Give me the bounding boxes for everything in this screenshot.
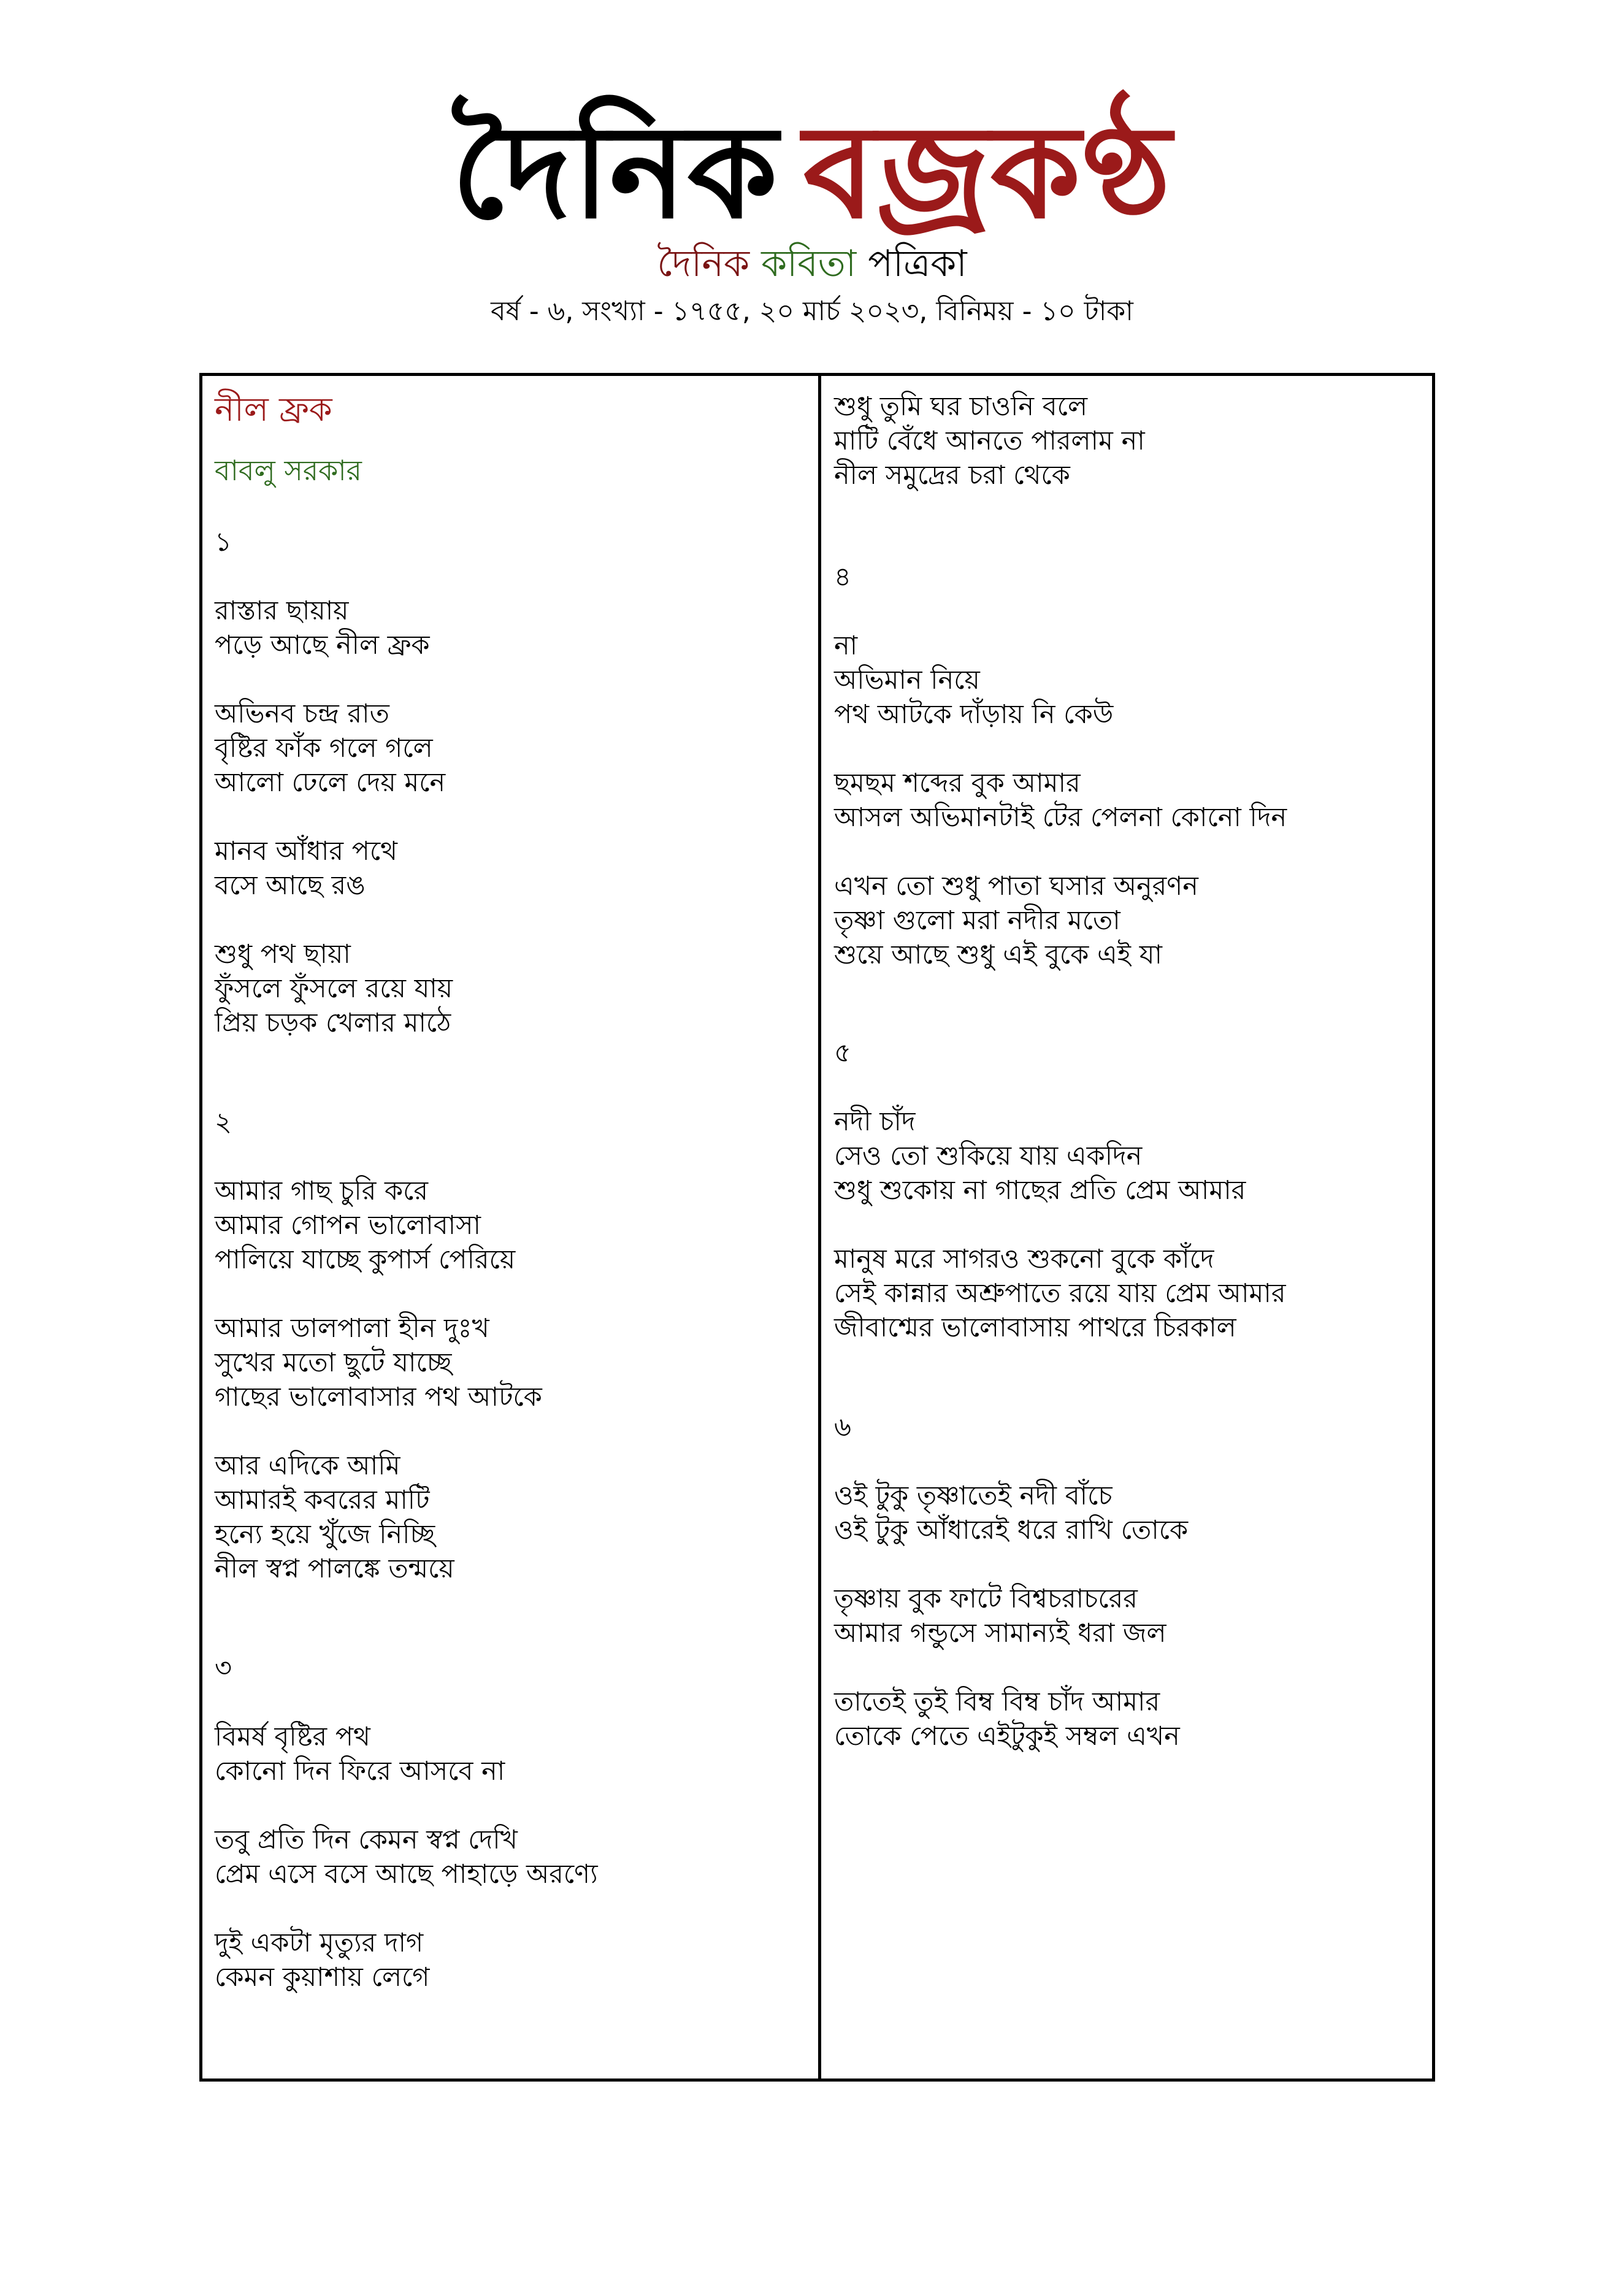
poem-line: নীল স্বপ্ন পালঙ্কে তন্ময়ে bbox=[215, 1554, 454, 1584]
poem-line: গাছের ভালোবাসার পথ আটকে bbox=[215, 1382, 542, 1412]
poem-line: সেও তো শুকিয়ে যায় একদিন bbox=[834, 1141, 1143, 1171]
poem-line: আমারই কবরের মাটি bbox=[215, 1485, 430, 1515]
tagline-word-3: পত্রিকা bbox=[868, 242, 967, 285]
poem-line: অভিমান নিয়ে bbox=[834, 665, 980, 695]
poem-line: প্রেম এসে বসে আছে পাহাড়ে অরণ্যে bbox=[215, 1859, 598, 1890]
poem-line: মানব আঁধার পথে bbox=[215, 836, 397, 867]
poem-line: প্রিয় চড়ক খেলার মাঠে bbox=[215, 1008, 451, 1038]
poem-line: কোনো দিন ফিরে আসবে না bbox=[215, 1756, 505, 1787]
poem-line: শুয়ে আছে শুধু এই বুকে এই যা bbox=[834, 940, 1162, 970]
poem-line: পথ আটকে দাঁড়ায় নি কেউ bbox=[834, 699, 1114, 730]
poem-line: নদী চাঁদ bbox=[834, 1106, 916, 1137]
poem-line: দুই একটা মৃত্যুর দাগ bbox=[215, 1928, 424, 1958]
poem-line: তাতেই তুই বিম্ব বিম্ব চাঁদ আমার bbox=[834, 1687, 1160, 1717]
stanza-number: ৫ bbox=[834, 1038, 851, 1068]
poem-line: আমার গোপন ভালোবাসা bbox=[215, 1210, 481, 1241]
poem-line: তৃষ্ণায় বুক ফাটে বিশ্বচরাচরের bbox=[834, 1584, 1138, 1614]
poem-line: আসল অভিমানটাই টের পেলনা কোনো দিন bbox=[834, 802, 1287, 833]
stanza-number: ২ bbox=[215, 1107, 232, 1138]
poem-author: বাবলু সরকার bbox=[215, 454, 362, 487]
stanza-number: ৪ bbox=[834, 562, 851, 592]
poem-line: বসে আছে রঙ bbox=[215, 870, 366, 901]
poem-line: পালিয়ে যাচ্ছে কুপার্স পেরিয়ে bbox=[215, 1244, 516, 1275]
logo-word-1: দৈনিক bbox=[451, 96, 779, 247]
issue-line: বর্ষ - ৬, সংখ্যা - ১৭৫৫, ২০ মার্চ ২০২৩, বিনিময় - ১০ টাকা bbox=[491, 296, 1133, 327]
poem-line: বৃষ্টির ফাঁক গলে গলে bbox=[215, 733, 433, 764]
poem-line: বিমর্ষ বৃষ্টির পথ bbox=[215, 1722, 370, 1752]
column-divider bbox=[818, 376, 821, 2079]
logo-word-2: বজ্রকণ্ঠ bbox=[803, 96, 1173, 247]
poem-line: আলো ঢেলে দেয় মনে bbox=[215, 767, 446, 798]
poem-line: নীল সমুদ্রের চরা থেকে bbox=[834, 460, 1070, 491]
poem-line: মাটি বেঁধে আনতে পারলাম না bbox=[834, 426, 1145, 456]
poem-box bbox=[199, 373, 1435, 2082]
stanza-number: ৬ bbox=[834, 1412, 851, 1443]
poem-line: ফুঁসলে ফুঁসলে রয়ে যায় bbox=[215, 973, 453, 1004]
poem-line: হন্যে হয়ে খুঁজে নিচ্ছি bbox=[215, 1519, 435, 1550]
tagline bbox=[0, 239, 1624, 288]
poem-line: কেমন কুয়াশায় লেগে bbox=[215, 1962, 430, 1993]
masthead bbox=[0, 92, 1624, 251]
poem-line: আমার গন্ডুসে সামান্যই ধরা জল bbox=[834, 1618, 1166, 1649]
poem-line: শুধু পথ ছায়া bbox=[215, 939, 351, 970]
poem-line: অভিনব চন্দ্র রাত bbox=[215, 699, 389, 729]
newspaper-logo bbox=[0, 92, 1624, 251]
poem-line: না bbox=[834, 630, 858, 661]
poem-line: তবু প্রতি দিন কেমন স্বপ্ন দেখি bbox=[215, 1825, 518, 1855]
stanza-number: ১ bbox=[215, 527, 232, 557]
stanza-number: ৩ bbox=[215, 1653, 232, 1684]
poem-line: আমার গাছ চুরি করে bbox=[215, 1176, 429, 1206]
poem-line: পড়ে আছে নীল ফ্রক bbox=[215, 630, 430, 661]
poem-line: এখন তো শুধু পাতা ঘসার অনুরণন bbox=[834, 871, 1198, 902]
poem-line: সুখের মতো ছুটে যাচ্ছে bbox=[215, 1347, 452, 1378]
poem-line: শুধু তুমি ঘর চাওনি বলে bbox=[834, 391, 1087, 422]
poem-line: সেই কান্নার অশ্রুপাতে রয়ে যায় প্রেম আমার bbox=[834, 1278, 1286, 1309]
poem-title: নীল ফ্রক bbox=[215, 390, 332, 429]
tagline-word-2: কবিতা bbox=[761, 242, 857, 285]
poem-line: ওই টুকু তৃষ্ণাতেই নদী বাঁচে bbox=[834, 1481, 1113, 1511]
poem-line: আর এদিকে আমি bbox=[215, 1450, 400, 1481]
poem-line: রাস্তার ছায়ায় bbox=[215, 596, 349, 626]
poem-line: তৃষ্ণা গুলো মরা নদীর মতো bbox=[834, 905, 1120, 936]
poem-line: শুধু শুকোয় না গাছের প্রতি প্রেম আমার bbox=[834, 1175, 1246, 1206]
poem-line: আমার ডালপালা হীন দুঃখ bbox=[215, 1313, 489, 1344]
poem-line: ওই টুকু আঁধারেই ধরে রাখি তোকে bbox=[834, 1515, 1189, 1546]
poem-line: ছমছম শব্দের বুক আমার bbox=[834, 768, 1081, 799]
poem-line: মানুষ মরে সাগরও শুকনো বুকে কাঁদে bbox=[834, 1244, 1214, 1274]
poem-line: জীবাশ্মের ভালোবাসায় পাথরে চিরকাল bbox=[834, 1312, 1236, 1343]
poem-line: তোকে পেতে এইটুকুই সম্বল এখন bbox=[834, 1721, 1180, 1752]
tagline-word-1: দৈনিক bbox=[657, 242, 750, 285]
